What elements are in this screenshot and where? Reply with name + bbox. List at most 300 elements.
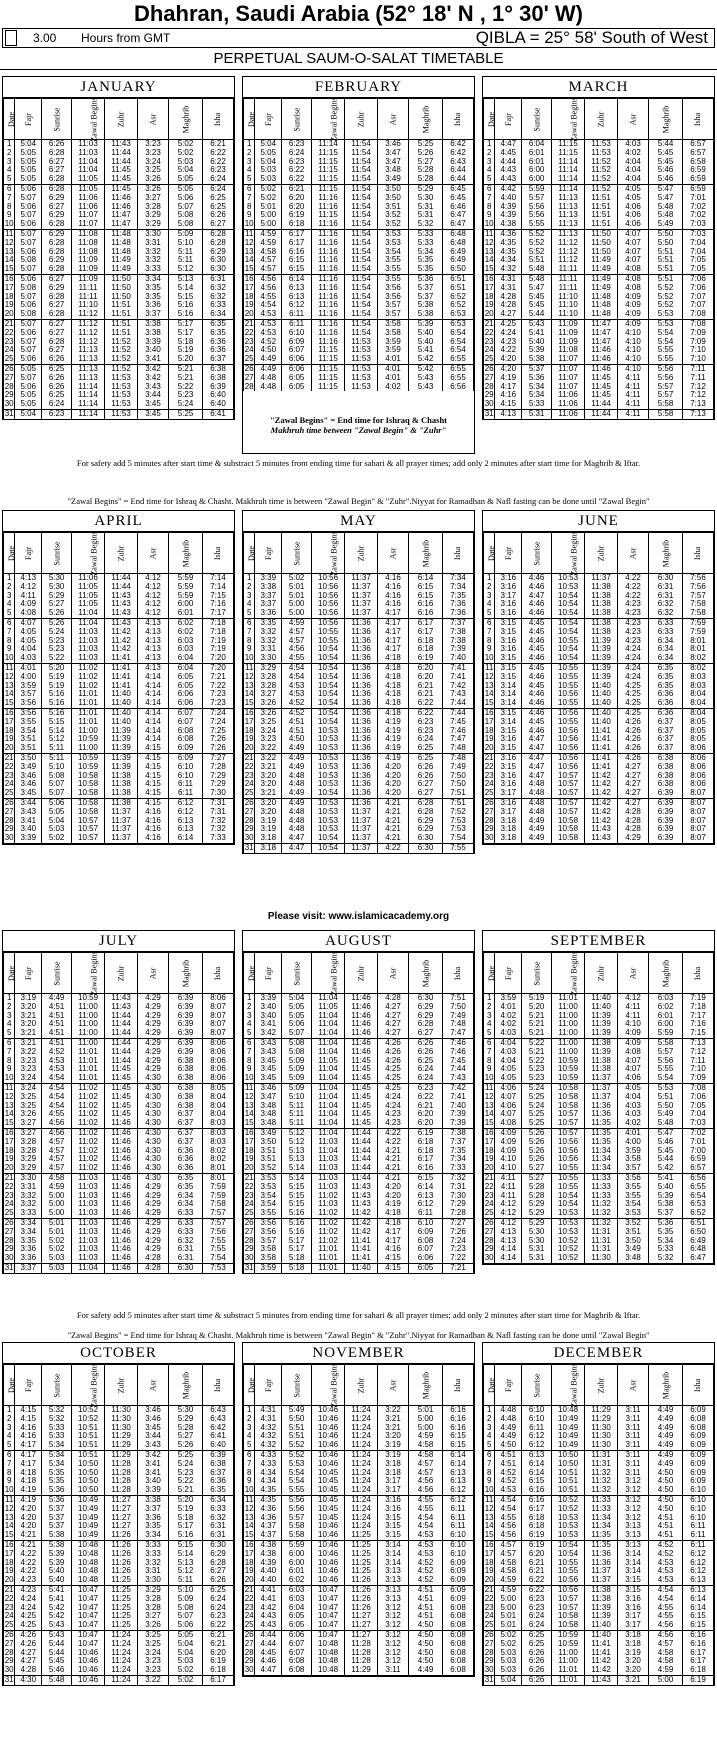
column-header-label: Maghrib (421, 959, 431, 987)
table-cell: 11:24 (345, 1424, 378, 1433)
table-cell: 6:08 (282, 1657, 312, 1666)
table-cell: 6:14 (683, 1604, 714, 1613)
column-header (618, 533, 649, 574)
table-cell: 5:18 (282, 1263, 312, 1272)
table-cell: 11:45 (585, 374, 618, 383)
table-cell: 5:48 (649, 1119, 683, 1128)
table-cell: 3:36 (138, 1514, 169, 1523)
table-cell: 5:06 (15, 301, 42, 310)
table-cell: 3:15 (495, 618, 522, 627)
table-cell: 2 (4, 149, 15, 158)
table-cell: 5 (4, 175, 15, 184)
table-cell: 5:05 (42, 808, 72, 817)
table-cell: 11:45 (345, 1065, 378, 1074)
table-cell: 18 (4, 1145, 14, 1155)
table-cell: 10:50 (552, 1450, 585, 1459)
table-cell: 5:28 (522, 1192, 552, 1201)
month-name: JANUARY (3, 77, 234, 98)
table-cell: 11:38 (585, 1057, 618, 1066)
table-cell: 11:00 (552, 1038, 585, 1047)
table-cell: 11:02 (312, 1192, 345, 1201)
table-cell: 25 (4, 788, 14, 798)
table-cell: 6:21 (522, 1567, 552, 1576)
table-cell: 11:16 (312, 310, 345, 319)
table-cell: 11:50 (585, 248, 618, 257)
table-cell: 11:41 (105, 673, 138, 682)
table-cell: 11:08 (72, 239, 105, 248)
table-cell: 10:46 (312, 1415, 345, 1424)
table-cell: 11:46 (105, 1200, 138, 1209)
table-cell: 5 (484, 175, 495, 184)
table-cell: 10:56 (552, 735, 585, 744)
table-cell: 3:46 (138, 1406, 169, 1415)
table-cell: 6:01 (522, 149, 552, 158)
table-cell: 3:17 (618, 1612, 649, 1621)
table-cell: 9 (244, 211, 255, 220)
table-cell: 6:08 (169, 735, 203, 744)
table-cell: 3:36 (255, 609, 282, 618)
table-cell: 11:47 (585, 338, 618, 347)
table-cell: 5:00 (42, 1192, 72, 1201)
table-cell: 6:08 (443, 1630, 474, 1639)
month-december (482, 1342, 715, 1686)
zawal-note: "Zawal Begins" = End time for Ishraq & Chasht. Makhruh time is between "Zawal Begin" & "Zuhr".Niyyat for Ramadhan & Nafl fasting can be done until "Zawal Begin" (67, 496, 650, 506)
table-cell: 27 (4, 1226, 14, 1236)
table-cell: 11:37 (105, 825, 138, 834)
table-cell: 11:03 (72, 1254, 105, 1263)
table-cell: 3:58 (378, 329, 409, 338)
table-cell: 5:07 (42, 789, 72, 798)
table-cell: 7:23 (443, 1245, 474, 1254)
table-cell: 11:06 (72, 574, 105, 583)
table-cell: 6:39 (649, 798, 683, 807)
table-cell: 4:04 (618, 158, 649, 167)
table-cell: 5:13 (169, 1559, 203, 1568)
table-cell: 5:19 (169, 1505, 203, 1514)
table-cell: 6:39 (169, 1003, 203, 1012)
table-cell: 3:35 (138, 1522, 169, 1531)
table-cell: 11:03 (72, 1192, 105, 1201)
table-cell: 4:27 (618, 789, 649, 798)
table-cell: 10:56 (312, 609, 345, 618)
table-cell: 6:44 (443, 175, 474, 184)
table-cell: 5:07 (282, 1029, 312, 1038)
table-cell: 11:41 (105, 682, 138, 691)
table-cell: 4:45 (255, 1649, 282, 1658)
table-cell: 21 (484, 318, 494, 328)
table-cell: 3:28 (138, 1604, 169, 1613)
table-cell: 28 (4, 1235, 14, 1245)
table-cell: 3:21 (618, 1675, 649, 1684)
table-cell: 16 (484, 273, 494, 283)
table-cell: 4:16 (138, 834, 169, 843)
table-cell: 3:33 (138, 1550, 169, 1559)
table-cell: 3:33 (15, 1209, 42, 1218)
table-cell: 11:46 (585, 346, 618, 355)
table-cell: 4:55 (649, 1604, 683, 1613)
table-cell: 4:29 (138, 1192, 169, 1201)
table-cell: 6:22 (282, 175, 312, 184)
table-cell: 11:54 (345, 158, 378, 167)
column-header-label: Asr (148, 547, 158, 559)
table-cell: 27 (244, 372, 254, 382)
table-cell: 8:07 (683, 789, 714, 798)
table-cell: 4:19 (495, 374, 522, 383)
table-cell: 3:37 (138, 1505, 169, 1514)
table-cell: 7:49 (443, 763, 474, 772)
table-cell: 5:52 (282, 1441, 312, 1450)
table-cell: 4:17 (15, 1441, 42, 1450)
table-cell: 4:59 (409, 1432, 443, 1441)
table-cell: 6:08 (443, 1612, 474, 1621)
table-cell: 6:28 (42, 293, 72, 302)
table-cell: 7:50 (443, 772, 474, 781)
table-cell: 4:54 (282, 663, 312, 672)
table-cell: 4:10 (618, 338, 649, 347)
table-cell: 3:16 (618, 1604, 649, 1613)
table-cell: 11:38 (585, 1585, 618, 1594)
table-cell: 5 (4, 609, 15, 618)
table-cell: 4:09 (15, 600, 42, 609)
table-row (244, 834, 474, 843)
table-row (484, 1254, 714, 1263)
table-cell: 6:14 (169, 834, 203, 843)
table-cell: 6:18 (409, 645, 443, 654)
column-header-label: Fajr (503, 1378, 513, 1392)
table-cell: 6:48 (683, 1245, 714, 1254)
table-cell: 4:03 (618, 1102, 649, 1111)
table-cell: 11:46 (345, 994, 378, 1003)
table-cell: 3:52 (255, 1164, 282, 1173)
column-header (495, 953, 522, 994)
table-cell: 10:56 (552, 1155, 585, 1164)
table-cell: 10:53 (312, 808, 345, 817)
month-name: DECEMBER (483, 1343, 714, 1364)
table-cell: 11:31 (585, 1228, 618, 1237)
table-cell: 5:08 (42, 772, 72, 781)
table-cell: 6:59 (683, 175, 714, 184)
table-cell: 10:52 (552, 1505, 585, 1514)
table-cell: 11:04 (312, 1012, 345, 1021)
table-cell: 6:37 (169, 1119, 203, 1128)
table-cell: 14 (244, 1521, 254, 1531)
table-cell: 4:54 (42, 1083, 72, 1092)
table-cell: 7 (4, 1460, 15, 1469)
table-cell: 10:46 (312, 1432, 345, 1441)
table-cell: 4:28 (618, 817, 649, 826)
table-cell: 10:51 (552, 1477, 585, 1486)
column-header (282, 99, 312, 140)
month-name: JULY (3, 931, 234, 952)
table-cell: 4:48 (495, 1415, 522, 1424)
table-cell: 6:00 (522, 175, 552, 184)
table-cell: 11:39 (105, 753, 138, 762)
table-cell: 10 (4, 653, 14, 663)
table-cell: 11:30 (585, 1441, 618, 1450)
table-cell: 3:17 (495, 789, 522, 798)
table-cell: 4:52 (495, 1477, 522, 1486)
column-header-label: Zuhr (356, 545, 366, 561)
table-cell: 11:39 (585, 637, 618, 646)
table-cell: 14 (4, 1109, 14, 1119)
table-cell: 11:45 (585, 383, 618, 392)
table-cell: 11:24 (345, 1406, 378, 1415)
table-cell: 3:45 (255, 1057, 282, 1066)
table-cell: 5:06 (15, 355, 42, 364)
table-cell: 5:08 (282, 1048, 312, 1057)
table-cell: 5:35 (42, 1477, 72, 1486)
table-cell: 11:07 (72, 211, 105, 220)
table-cell: 11:45 (105, 166, 138, 175)
table-cell: 5:20 (169, 355, 203, 364)
table-cell: 6:08 (443, 1621, 474, 1630)
table-cell: 6:08 (683, 1424, 714, 1433)
table-cell: 4:29 (138, 1003, 169, 1012)
table-cell: 5:40 (649, 1183, 683, 1192)
table-cell: 11:04 (312, 1065, 345, 1074)
table-cell: 11 (245, 1082, 254, 1092)
table-cell: 11:42 (585, 772, 618, 781)
table-cell: 13 (4, 1512, 14, 1522)
table-cell: 4:29 (138, 1020, 169, 1029)
table-cell: 6:21 (282, 184, 312, 193)
table-cell: 3:14 (618, 1559, 649, 1568)
table-cell: 31 (484, 408, 494, 418)
table-cell: 6:12 (522, 1441, 552, 1450)
table-cell: 23 (244, 770, 254, 780)
table-cell: 3:40 (255, 1012, 282, 1021)
table-cell: 5:02 (282, 574, 312, 583)
table-cell: 3:25 (15, 1102, 42, 1111)
table-cell: 22 (4, 1593, 14, 1603)
table-cell: 10:46 (312, 1406, 345, 1415)
table-cell: 11:47 (585, 319, 618, 328)
table-cell: 5:15 (42, 718, 72, 727)
table-cell: 6:28 (203, 229, 234, 238)
table-cell: 3:40 (255, 1003, 282, 1012)
visit-link[interactable]: Please visit: www.islamicacademy.org (267, 911, 450, 922)
table-cell: 5:05 (15, 391, 42, 400)
table-cell: 6:27 (42, 166, 72, 175)
table-cell: 6:10 (683, 1486, 714, 1495)
table-cell: 6:12 (169, 808, 203, 817)
table-cell: 4:18 (15, 1469, 42, 1478)
table-cell: 6:12 (683, 1550, 714, 1559)
table-cell: 5:47 (649, 1128, 683, 1137)
table-cell: 5:49 (649, 220, 683, 229)
table-cell: 4:14 (138, 673, 169, 682)
table-cell: 2 (244, 1003, 255, 1012)
table-cell: 4:12 (495, 1200, 522, 1209)
table-cell: 10:58 (552, 834, 585, 843)
table-cell: 29 (4, 390, 14, 400)
table-cell: 3:29 (15, 1164, 42, 1173)
table-cell: 11:27 (345, 1612, 378, 1621)
table-cell: 11 (485, 1082, 494, 1092)
table-cell: 4:53 (409, 1531, 443, 1540)
table-cell: 5:59 (522, 184, 552, 193)
table-cell: 3:50 (15, 753, 42, 762)
table-cell: 5:43 (409, 383, 443, 392)
table-cell: 24 (4, 1611, 14, 1621)
table-cell: 5:02 (495, 1640, 522, 1649)
table-cell: 6:31 (203, 274, 234, 283)
table-cell: 5:22 (522, 1038, 552, 1047)
table-cell: 5:14 (169, 1550, 203, 1559)
table-cell: 11:04 (312, 994, 345, 1003)
table-cell: 6:25 (203, 203, 234, 212)
table-cell: 10:46 (72, 1675, 105, 1684)
table-cell: 11:29 (585, 1406, 618, 1415)
table-cell: 11:52 (585, 184, 618, 193)
table-cell: 3:11 (618, 1424, 649, 1433)
table-cell: 28 (4, 1647, 14, 1657)
table-cell: 4:49 (649, 1432, 683, 1441)
table-cell: 6:43 (203, 1406, 234, 1415)
table-cell: 5:07 (15, 338, 42, 347)
table-cell: 5:05 (15, 364, 42, 373)
table-cell: 5:19 (42, 673, 72, 682)
table-cell: 10:58 (552, 1093, 585, 1102)
table-cell: 4:12 (138, 574, 169, 583)
table-cell: 3:53 (255, 1183, 282, 1192)
table-cell: 11:37 (105, 808, 138, 817)
table-cell: 4:20 (15, 1522, 42, 1531)
table-row (484, 1675, 714, 1684)
table-cell: 3:45 (255, 1074, 282, 1083)
table-cell: 14 (4, 1521, 14, 1531)
table-cell: 5:36 (42, 1486, 72, 1495)
table-cell: 11:12 (72, 338, 105, 347)
table-cell: 15 (4, 1530, 14, 1540)
table-cell: 19 (244, 300, 254, 310)
table-cell: 4:40 (495, 194, 522, 203)
table-cell: 4:44 (495, 158, 522, 167)
column-header (618, 99, 649, 140)
table-cell: 7:44 (443, 708, 474, 717)
table-cell: 7:54 (203, 1254, 234, 1263)
table-cell: 14 (244, 689, 254, 699)
table-cell: 4:32 (255, 1424, 282, 1433)
table-cell: 4:59 (255, 229, 282, 238)
table-cell: 6:27 (203, 220, 234, 229)
table-cell: 11:36 (345, 735, 378, 744)
table-cell: 9 (484, 211, 495, 220)
table-cell: 11:01 (552, 994, 585, 1003)
table-cell: 3:21 (15, 1029, 42, 1038)
table-cell: 7:09 (683, 1074, 714, 1083)
table-cell: 12 (244, 671, 254, 681)
table-cell: 4 (244, 1020, 255, 1029)
table-cell: 4:47 (522, 763, 552, 772)
table-cell: 11:36 (345, 789, 378, 798)
table-cell: 10:57 (552, 780, 585, 789)
table-cell: 5:10 (169, 1585, 203, 1594)
table-cell: 10:56 (312, 592, 345, 601)
table-cell: 11:28 (345, 1657, 378, 1666)
table-cell: 10:54 (552, 600, 585, 609)
table-cell: 11:24 (345, 1432, 378, 1441)
table-cell: 11:02 (72, 1110, 105, 1119)
table-cell: 11:27 (345, 1630, 378, 1639)
table-cell: 7:42 (443, 682, 474, 691)
table-cell: 11:11 (72, 293, 105, 302)
table-cell: 10:58 (552, 825, 585, 834)
table-cell: 6:28 (42, 149, 72, 158)
table-cell: 7:58 (683, 600, 714, 609)
table-cell: 6:28 (409, 1020, 443, 1029)
gmt-checkbox[interactable] (5, 30, 17, 46)
table-cell: 4:39 (255, 1559, 282, 1568)
table-cell: 11:41 (345, 1245, 378, 1254)
table-cell: 11:36 (345, 718, 378, 727)
column-header (378, 533, 409, 574)
table-cell: 4:52 (409, 1576, 443, 1585)
table-cell: 3:19 (255, 817, 282, 826)
table-cell: 4:53 (42, 1057, 72, 1066)
table-cell: 6:39 (169, 1029, 203, 1038)
table-cell: 4:03 (495, 1029, 522, 1038)
table-cell: 17 (244, 1136, 254, 1146)
table-cell: 4:57 (282, 637, 312, 646)
table-cell: 4 (244, 166, 255, 175)
table-cell: 6:14 (522, 1460, 552, 1469)
table-cell: 5:02 (169, 1666, 203, 1675)
table-cell: 3 (244, 1012, 255, 1021)
table-cell: 11:41 (345, 1254, 378, 1263)
table-cell: 20 (4, 1575, 14, 1585)
table-cell: 11:43 (105, 600, 138, 609)
table-cell: 5:05 (15, 175, 42, 184)
table-cell: 11:53 (105, 374, 138, 383)
table-cell: 8:05 (683, 727, 714, 736)
table-cell: 5:33 (42, 1432, 72, 1441)
table-cell: 11:04 (312, 1048, 345, 1057)
column-header-label: Isha (213, 546, 223, 560)
table-cell: 10:45 (312, 1505, 345, 1514)
table-cell: 4:56 (255, 274, 282, 283)
table-cell: 5:57 (649, 383, 683, 392)
table-cell: 7:20 (203, 663, 234, 672)
table-cell: 4:11 (618, 383, 649, 392)
table-cell: 11:12 (72, 329, 105, 338)
table-cell: 6:12 (282, 301, 312, 310)
table-cell: 3:11 (378, 1666, 409, 1675)
table-cell: 5:11 (169, 248, 203, 257)
table-cell: 7:05 (683, 1102, 714, 1111)
table-cell: 11:29 (105, 1450, 138, 1459)
table-cell: 11:15 (312, 383, 345, 392)
table-cell: 5:31 (522, 409, 552, 418)
zawal-note-2: "Zawal Begins" = End time for Ishraq & Chasht. Makhruh time is between "Zawal Begin" & "Zuhr".Niyyat for Ramadhan & Nafl fasting can be done until "Zawal Begin" (67, 1330, 650, 1340)
table-cell: 11:39 (585, 1048, 618, 1057)
table-cell: 3:42 (138, 1450, 169, 1459)
table-cell: 3:25 (15, 1093, 42, 1102)
table-cell: 4:58 (42, 1173, 72, 1182)
month-april (2, 510, 235, 845)
table-cell: 11:39 (585, 1012, 618, 1021)
table-cell: 3:51 (255, 1155, 282, 1164)
table-cell: 3:26 (138, 175, 169, 184)
table-cell: 6:02 (282, 1576, 312, 1585)
table-cell: 6:30 (409, 843, 443, 852)
table-cell: 4:50 (409, 1640, 443, 1649)
table-cell: 6:32 (203, 1514, 234, 1523)
table-cell: 11:25 (105, 1595, 138, 1604)
table-cell: 4:30 (138, 1093, 169, 1102)
table-cell: 5:19 (169, 346, 203, 355)
table-cell: 4:56 (255, 284, 282, 293)
